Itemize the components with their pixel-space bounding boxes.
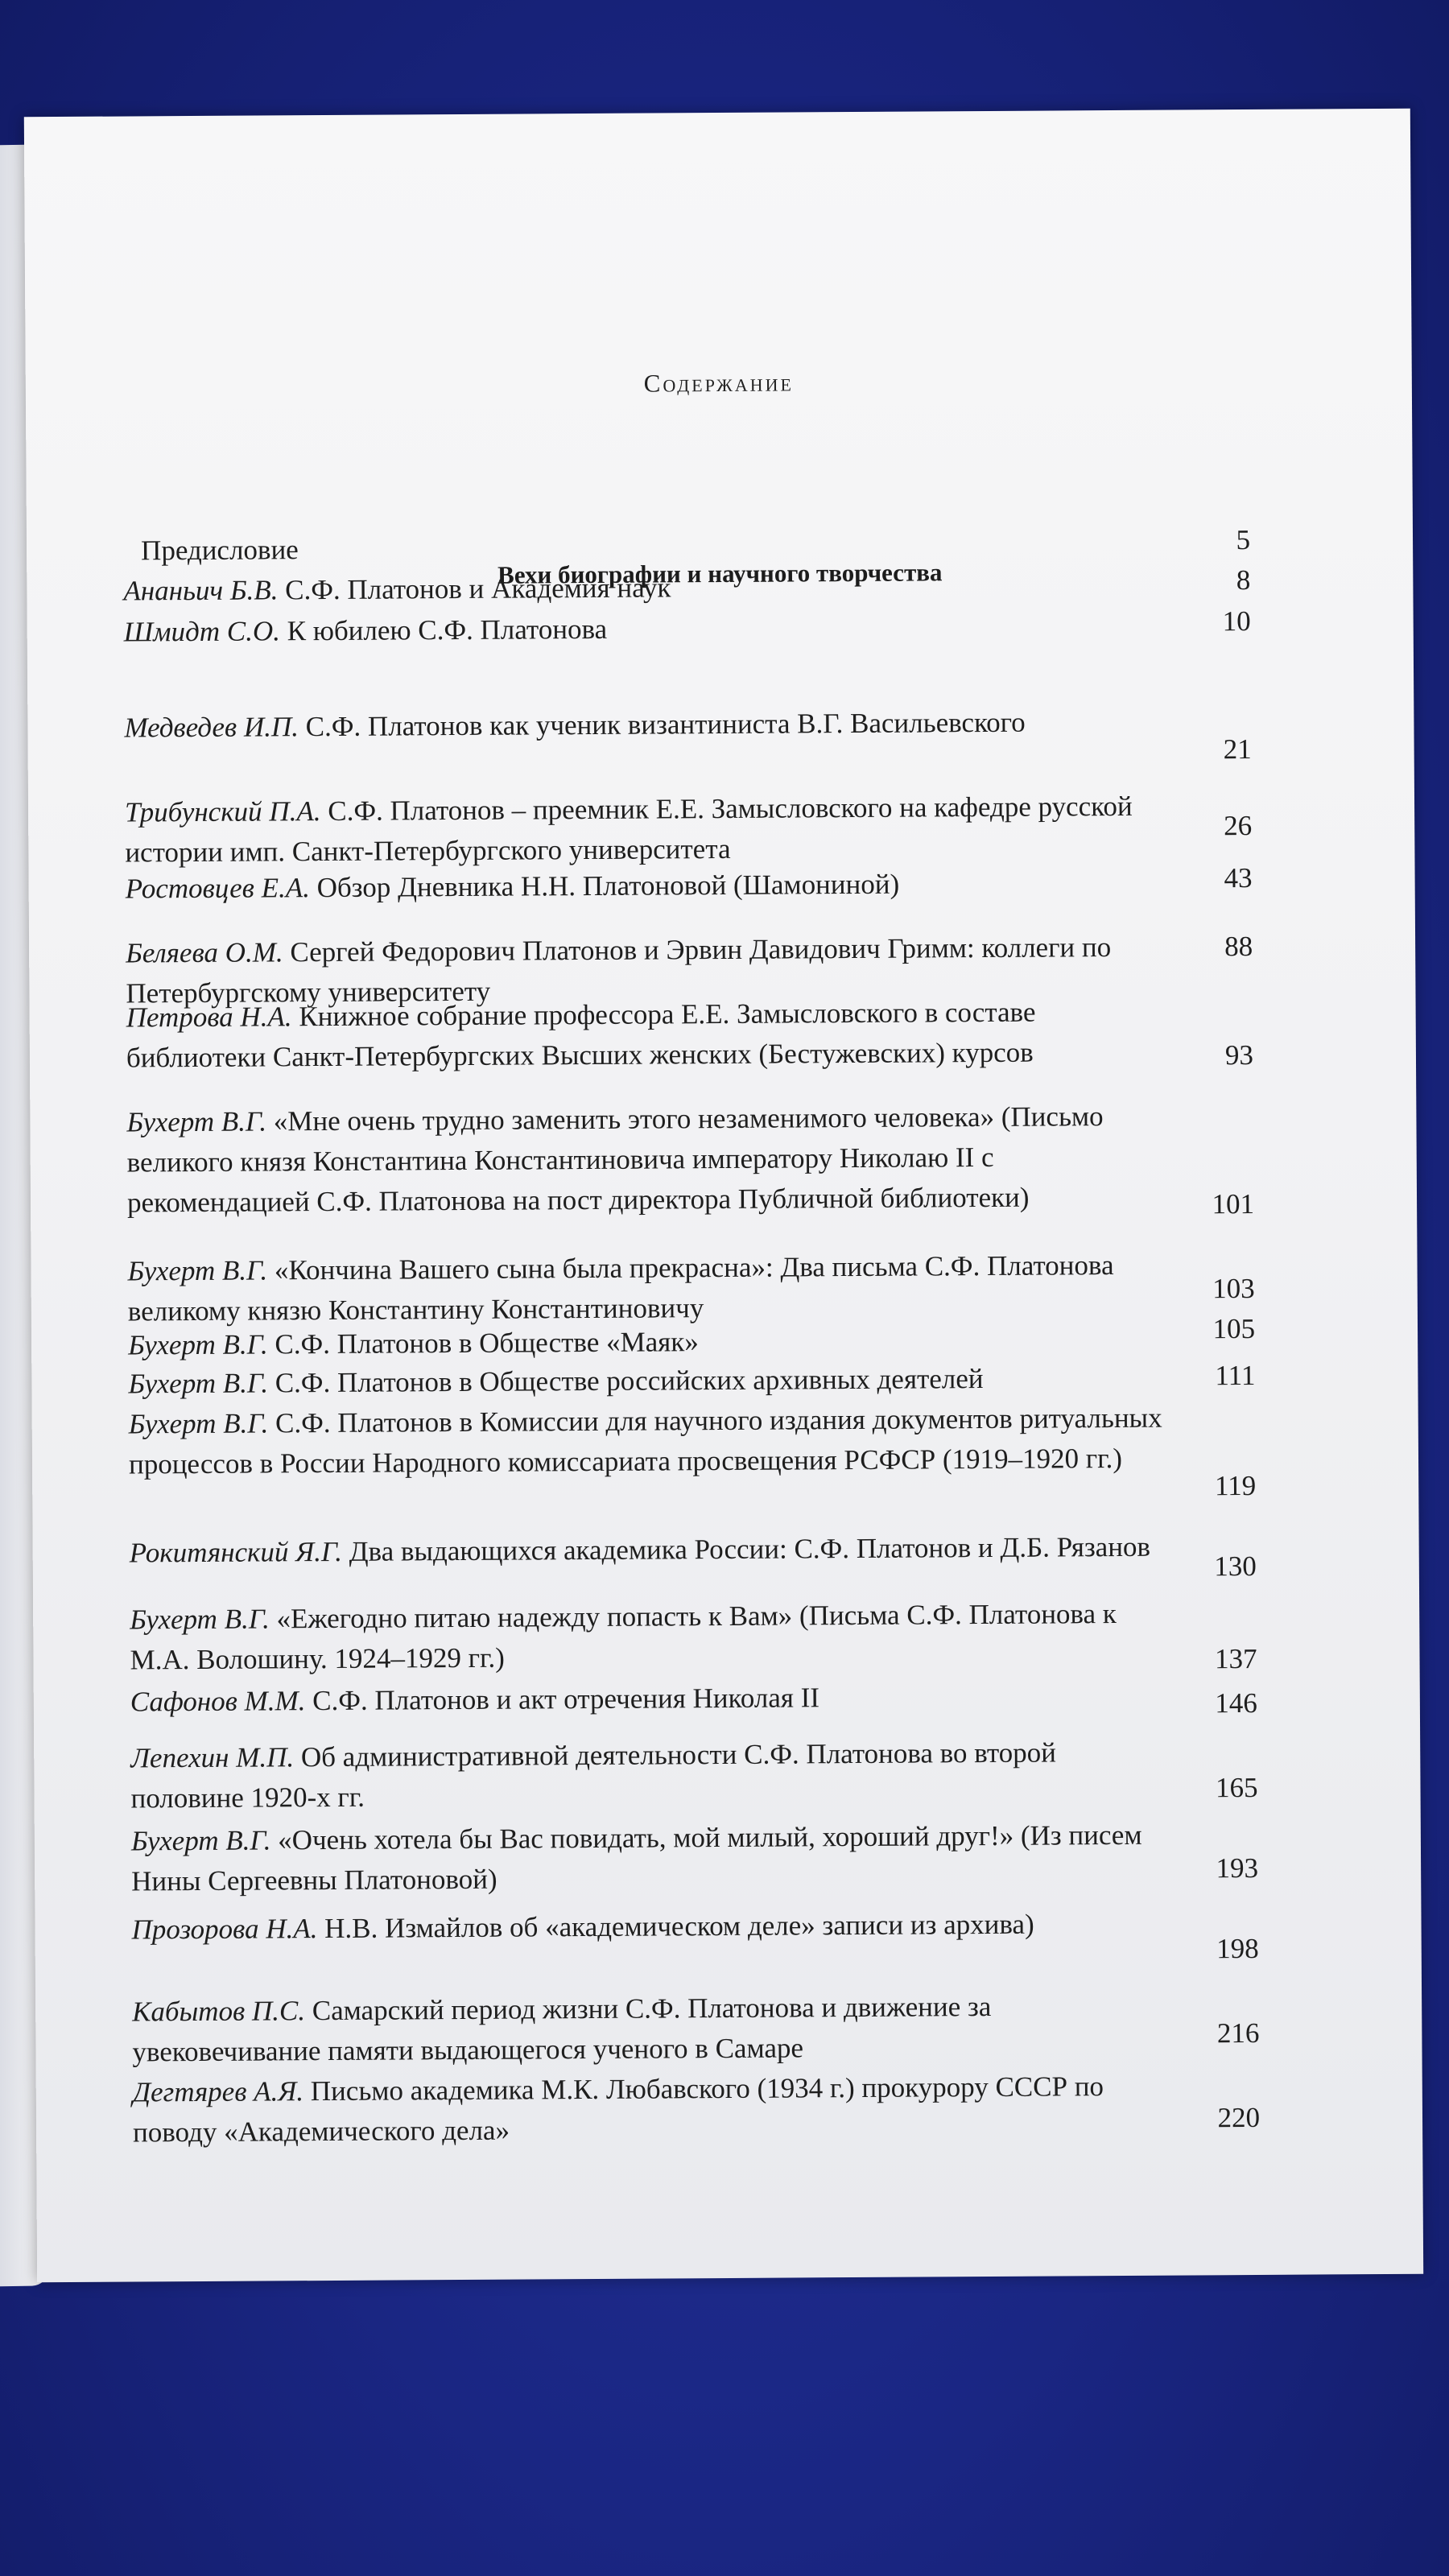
toc-entry-title: К юбилею С.Ф. Платонова (287, 613, 608, 647)
toc-entry-title: Сергей Федорович Платонов и Эрвин Давидович Гримм: коллеги по Петербургскому университету (126, 931, 1112, 1009)
toc-entry-author: Сафонов М.М. (130, 1685, 306, 1718)
toc-entry-page-number: 130 (1214, 1550, 1257, 1583)
toc-entry-title: С.Ф. Платонов и Академия наук (285, 572, 671, 606)
toc-entry-title: Предисловие (140, 534, 299, 567)
toc-entry-page-number: 105 (1212, 1312, 1256, 1345)
toc-entry-page-number: 103 (1212, 1272, 1255, 1305)
toc-entry-author: Прозорова Н.А. (131, 1913, 318, 1946)
toc-entry-title: Об административной деятельности С.Ф. Платонова во второй половине 1920-х гг. (130, 1736, 1057, 1814)
toc-entry (130, 1676, 1170, 1723)
toc-entry (123, 565, 1163, 612)
toc-entry (124, 702, 1164, 749)
toc-entry-page-number: 26 (1224, 809, 1253, 842)
page-title: Содержание (643, 368, 795, 398)
toc-entry (126, 863, 1166, 910)
toc-entry (141, 525, 1181, 572)
toc-entry (124, 606, 1164, 653)
toc-entry-page-number: 93 (1224, 1038, 1254, 1071)
toc-entry-page-number: 5 (1236, 523, 1251, 556)
toc-entry-title: «Очень хотела бы Вас повидать, мой милый, хороший друг!» (Из писем Нины Сергеевны Платоновой) (131, 1818, 1142, 1897)
toc-entry-page-number: 21 (1223, 733, 1252, 766)
toc-entry-page-number: 165 (1215, 1771, 1258, 1804)
toc-entry-author: Кабытов П.С. (132, 1995, 306, 2028)
toc-entry (130, 1527, 1170, 1574)
toc-entry-page-number: 119 (1214, 1469, 1257, 1502)
toc-entry-page-number: 10 (1222, 605, 1251, 638)
toc-entry-title: «Ежегодно питаю надежду попасть к Вам» (Письма С.Ф. Платонова к М.А. Волошину. 1924–1929 гг.) (130, 1598, 1117, 1676)
toc-entry-author: Дегтярев А.Я. (132, 2075, 304, 2108)
toc-entry-author: Шмидт С.О. (123, 615, 281, 648)
toc-entry-author: Лепехин М.П. (130, 1741, 295, 1774)
toc-entry (125, 786, 1166, 873)
toc-entry-title: С.Ф. Платонов и акт отречения Николая II (312, 1682, 820, 1717)
toc-entry (133, 2066, 1174, 2153)
toc-entry-page-number: 8 (1236, 564, 1251, 597)
toc-entry (131, 1815, 1172, 1902)
toc-entry-author: Трибунский П.А. (124, 795, 321, 828)
toc-entry-author: Рокитянский Я.Г. (129, 1535, 343, 1569)
toc-entry-page-number: 146 (1215, 1686, 1257, 1719)
toc-entry (127, 1245, 1168, 1332)
toc-entry-page-number: 88 (1224, 930, 1253, 963)
toc-entry-author: Ананьич Б.В. (123, 574, 279, 607)
toc-entry-author: Бухерт В.Г. (128, 1407, 269, 1440)
toc-entry (132, 1986, 1173, 2073)
toc-entry-title: С.Ф. Платонов – преемник Е.Е. Замысловского на кафедре русской истории имп. Санкт-Петербургского университета (125, 790, 1133, 869)
toc-entry-title: Книжное собрание профессора Е.Е. Замысловского в составе библиотеки Санкт-Петербургских Высших женских (Бестужевских) курсов (126, 996, 1036, 1074)
toc-entry-author: Бухерт В.Г. (128, 1367, 269, 1400)
toc-entry (130, 1594, 1170, 1681)
toc-entry (126, 1096, 1167, 1224)
toc-entry-page-number: 198 (1216, 1932, 1259, 1965)
toc-entry-author: Бухерт В.Г. (130, 1603, 270, 1636)
toc-entry-page-number: 43 (1224, 861, 1253, 894)
toc-entry (126, 992, 1166, 1079)
toc-entry-title: С.Ф. Платонов в Комиссии для научного издания документов ритуальных процессов в России Народного комиссариата просвещения РСФСР (1919–1920 гг.) (128, 1402, 1162, 1480)
toc-entry-author: Петрова Н.А. (126, 1001, 292, 1034)
toc-entry-title: С.Ф. Платонов как ученик византиниста В.Г. Васильевского (305, 706, 1026, 743)
toc-entry-title: «Мне очень трудно заменить этого незаменимого человека» (Письмо великого князя Константина Константиновича императору Николаю II с рекомендацией С.Ф. Платонова на пост директора Публичной библиотеки) (126, 1100, 1104, 1219)
toc-entry-author: Медведев И.П. (124, 711, 299, 744)
toc-entry-author: Ростовцев Е.А. (125, 872, 311, 905)
toc-entry-title: Обзор Дневника Н.Н. Платоновой (Шамониной) (316, 868, 900, 904)
toc-entry-title: Самарский период жизни С.Ф. Платонова и движение за увековечивание памяти выдающегося ученого в Самаре (132, 1990, 992, 2068)
toc-entry (129, 1398, 1170, 1485)
toc-entry (128, 1358, 1168, 1405)
toc-entry-author: Бухерт В.Г. (126, 1105, 267, 1138)
toc-entry (131, 1904, 1171, 1951)
toc-entry-author: Беляева О.М. (126, 936, 283, 969)
toc-entry-author: Бухерт В.Г. (127, 1254, 268, 1287)
toc-entry-page-number: 220 (1217, 2101, 1261, 2134)
toc-entry-page-number: 137 (1214, 1642, 1257, 1675)
toc-entry-author: Бухерт В.Г. (128, 1328, 268, 1361)
toc-entry-title: Два выдающихся академика России: С.Ф. Платонов и Д.Б. Рязанов (349, 1530, 1151, 1567)
book-page (24, 109, 1423, 2282)
toc-entry-title: С.Ф. Платонов в Обществе российских архивных деятелей (275, 1363, 984, 1399)
toc-entry-page-number: 101 (1212, 1187, 1255, 1220)
toc-entry-title: Письмо академика М.К. Любавского (1934 г.) прокурору СССР по поводу «Академического дела» (132, 2070, 1104, 2149)
toc-entry-title: С.Ф. Платонов в Обществе «Маяк» (275, 1326, 699, 1360)
toc-entry-page-number: 216 (1216, 2017, 1260, 2050)
toc-entry-page-number: 193 (1216, 1852, 1259, 1885)
toc-entry (130, 1732, 1171, 1819)
section-heading: Вехи биографии и научного творчества (497, 558, 943, 589)
toc-entry-page-number: 111 (1215, 1359, 1256, 1392)
toc-entry-author: Бухерт В.Г. (130, 1824, 271, 1857)
toc-entry-title: Н.В. Измайлов об «академическом деле» записи из архива) (324, 1908, 1034, 1945)
toc-entry-title: «Кончина Вашего сына была прекрасна»: Два письма С.Ф. Платонова великому князю Константину Константиновичу (127, 1249, 1114, 1327)
